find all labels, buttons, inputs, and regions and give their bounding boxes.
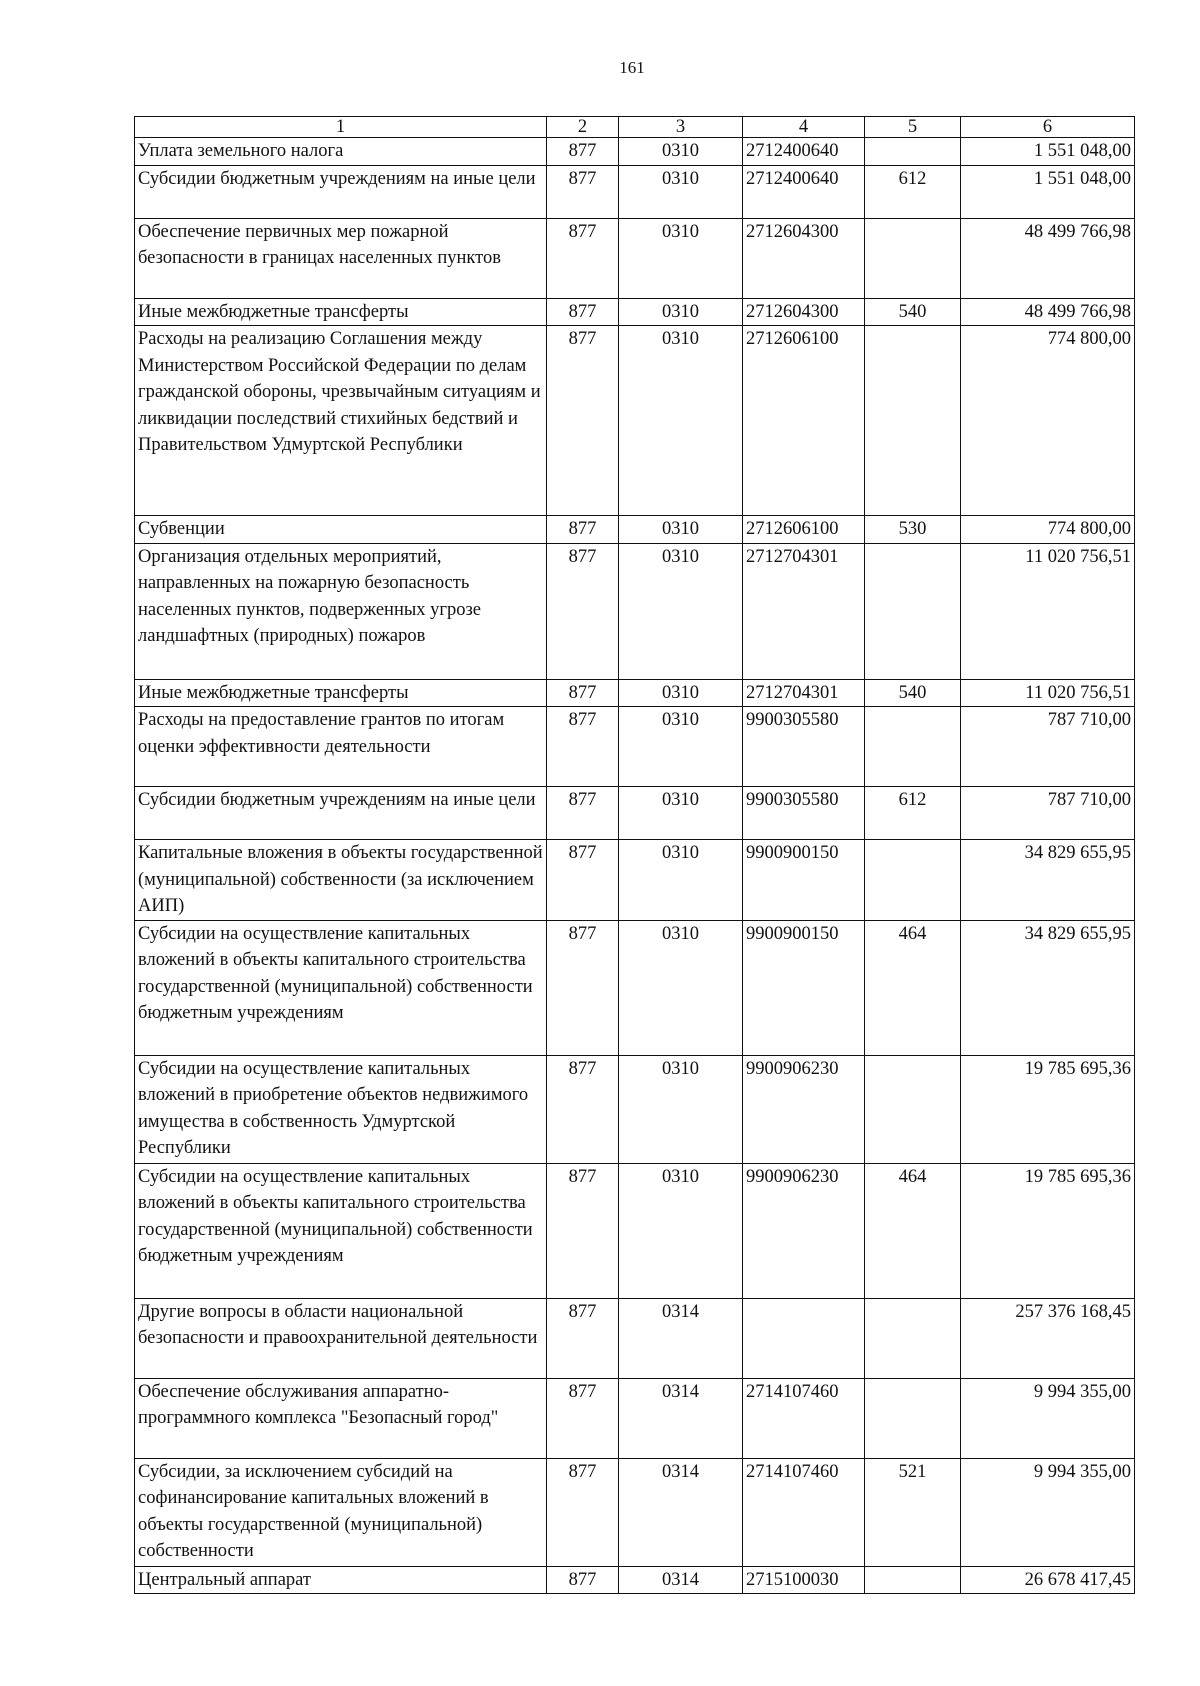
row-section-cell: 0310 — [619, 840, 743, 921]
table-row — [135, 920, 1135, 1055]
row-sum-cell: 9 994 355,00 — [961, 1378, 1135, 1458]
row-type-cell — [865, 1378, 961, 1458]
row-section-cell: 0310 — [619, 326, 743, 516]
table-row — [135, 1566, 1135, 1594]
row-section-cell: 0314 — [619, 1566, 743, 1594]
row-type-cell — [865, 707, 961, 787]
row-section-cell: 0310 — [619, 165, 743, 218]
table-body — [135, 138, 1135, 1594]
row-article-cell: 9900900150 — [743, 920, 865, 1055]
row-ved-cell: 877 — [547, 707, 619, 787]
row-ved-cell: 877 — [547, 516, 619, 544]
row-ved-cell: 877 — [547, 1055, 619, 1163]
row-type-cell: 612 — [865, 165, 961, 218]
row-section-cell: 0310 — [619, 787, 743, 840]
row-sum-cell: 26 678 417,45 — [961, 1566, 1135, 1594]
row-type-cell — [865, 138, 961, 166]
row-type-cell — [865, 840, 961, 921]
row-article-cell: 2712704301 — [743, 679, 865, 707]
row-ved-cell: 877 — [547, 1566, 619, 1594]
page-number: 161 — [619, 58, 645, 77]
row-sum-cell: 774 800,00 — [961, 516, 1135, 544]
row-name-cell: Иные межбюджетные трансферты — [135, 298, 547, 326]
row-name-cell: Иные межбюджетные трансферты — [135, 679, 547, 707]
row-ved-cell: 877 — [547, 218, 619, 298]
row-article-cell: 9900906230 — [743, 1055, 865, 1163]
row-article-cell: 2712400640 — [743, 165, 865, 218]
row-article-cell: 9900305580 — [743, 787, 865, 840]
row-name-cell: Расходы на реализацию Соглашения между Министерством Российской Федерации по делам гражданской обороны, чрезвычайным ситуациям и ликвидации последствий стихийных бедствий и Правительством Удмуртской Республики — [135, 326, 547, 516]
table-row — [135, 138, 1135, 166]
column-header: 5 — [865, 117, 961, 138]
row-type-cell: 464 — [865, 1163, 961, 1298]
table-row — [135, 840, 1135, 921]
table-row — [135, 165, 1135, 218]
row-name-cell: Организация отдельных мероприятий, направленных на пожарную безопасность населенных пунктов, подверженных угрозе ландшафтных (природных) пожаров — [135, 543, 547, 679]
row-type-cell: 540 — [865, 679, 961, 707]
row-section-cell: 0310 — [619, 543, 743, 679]
row-article-cell: 2712604300 — [743, 298, 865, 326]
row-section-cell: 0310 — [619, 679, 743, 707]
row-name-cell: Обеспечение обслуживания аппаратно-программного комплекса "Безопасный город" — [135, 1378, 547, 1458]
row-article-cell: 2712606100 — [743, 326, 865, 516]
row-ved-cell: 877 — [547, 165, 619, 218]
row-ved-cell: 877 — [547, 1163, 619, 1298]
row-article-cell: 2712606100 — [743, 516, 865, 544]
row-sum-cell: 774 800,00 — [961, 326, 1135, 516]
table-row — [135, 707, 1135, 787]
table-row — [135, 326, 1135, 516]
column-header: 3 — [619, 117, 743, 138]
table-row — [135, 1298, 1135, 1378]
row-sum-cell: 11 020 756,51 — [961, 679, 1135, 707]
row-section-cell: 0314 — [619, 1378, 743, 1458]
table-row — [135, 543, 1135, 679]
row-article-cell: 9900900150 — [743, 840, 865, 921]
row-sum-cell: 257 376 168,45 — [961, 1298, 1135, 1378]
row-name-cell: Субсидии на осуществление капитальных вложений в объекты капитального строительства государственной (муниципальной) собственности бюджетным учреждениям — [135, 920, 547, 1055]
row-name-cell: Субвенции — [135, 516, 547, 544]
table-row — [135, 1458, 1135, 1566]
row-article-cell: 9900906230 — [743, 1163, 865, 1298]
column-header: 4 — [743, 117, 865, 138]
row-section-cell: 0310 — [619, 138, 743, 166]
row-type-cell: 530 — [865, 516, 961, 544]
row-ved-cell: 877 — [547, 840, 619, 921]
row-ved-cell: 877 — [547, 298, 619, 326]
row-sum-cell: 34 829 655,95 — [961, 840, 1135, 921]
row-name-cell: Субсидии, за исключением субсидий на софинансирование капитальных вложений в объекты государственной (муниципальной) собственности — [135, 1458, 547, 1566]
header-row — [135, 117, 1135, 138]
row-section-cell: 0310 — [619, 516, 743, 544]
row-ved-cell: 877 — [547, 1458, 619, 1566]
row-article-cell — [743, 1298, 865, 1378]
row-ved-cell: 877 — [547, 679, 619, 707]
table-row — [135, 1055, 1135, 1163]
row-section-cell: 0314 — [619, 1298, 743, 1378]
row-section-cell: 0314 — [619, 1458, 743, 1566]
table-row — [135, 218, 1135, 298]
row-name-cell: Субсидии бюджетным учреждениям на иные цели — [135, 165, 547, 218]
row-name-cell: Уплата земельного налога — [135, 138, 547, 166]
row-name-cell: Субсидии на осуществление капитальных вложений в приобретение объектов недвижимого имущества в собственность Удмуртской Республики — [135, 1055, 547, 1163]
row-type-cell — [865, 1055, 961, 1163]
row-article-cell: 2712604300 — [743, 218, 865, 298]
row-sum-cell: 1 551 048,00 — [961, 138, 1135, 166]
table-header — [135, 117, 1135, 138]
row-article-cell: 9900305580 — [743, 707, 865, 787]
row-name-cell: Субсидии на осуществление капитальных вложений в объекты капитального строительства государственной (муниципальной) собственности бюджетным учреждениям — [135, 1163, 547, 1298]
row-sum-cell: 48 499 766,98 — [961, 218, 1135, 298]
row-article-cell: 2712704301 — [743, 543, 865, 679]
row-sum-cell: 787 710,00 — [961, 787, 1135, 840]
row-type-cell: 612 — [865, 787, 961, 840]
row-article-cell: 2712400640 — [743, 138, 865, 166]
row-type-cell — [865, 543, 961, 679]
row-type-cell: 521 — [865, 1458, 961, 1566]
row-sum-cell: 11 020 756,51 — [961, 543, 1135, 679]
column-header: 2 — [547, 117, 619, 138]
row-type-cell: 464 — [865, 920, 961, 1055]
row-type-cell — [865, 326, 961, 516]
row-section-cell: 0310 — [619, 1055, 743, 1163]
table-row — [135, 298, 1135, 326]
row-section-cell: 0310 — [619, 707, 743, 787]
row-section-cell: 0310 — [619, 920, 743, 1055]
row-ved-cell: 877 — [547, 326, 619, 516]
row-ved-cell: 877 — [547, 920, 619, 1055]
row-ved-cell: 877 — [547, 787, 619, 840]
column-header: 6 — [961, 117, 1135, 138]
table-row — [135, 787, 1135, 840]
table-row — [135, 1163, 1135, 1298]
row-article-cell: 2714107460 — [743, 1378, 865, 1458]
row-ved-cell: 877 — [547, 138, 619, 166]
row-type-cell: 540 — [865, 298, 961, 326]
row-name-cell: Другие вопросы в области национальной безопасности и правоохранительной деятельности — [135, 1298, 547, 1378]
row-name-cell: Обеспечение первичных мер пожарной безопасности в границах населенных пунктов — [135, 218, 547, 298]
budget-table — [134, 116, 1135, 1594]
row-sum-cell: 787 710,00 — [961, 707, 1135, 787]
row-sum-cell: 1 551 048,00 — [961, 165, 1135, 218]
row-type-cell — [865, 1298, 961, 1378]
row-name-cell: Расходы на предоставление грантов по итогам оценки эффективности деятельности — [135, 707, 547, 787]
table-row — [135, 1378, 1135, 1458]
row-article-cell: 2714107460 — [743, 1458, 865, 1566]
row-sum-cell: 19 785 695,36 — [961, 1055, 1135, 1163]
row-sum-cell: 19 785 695,36 — [961, 1163, 1135, 1298]
table-row — [135, 679, 1135, 707]
row-section-cell: 0310 — [619, 298, 743, 326]
row-name-cell: Капитальные вложения в объекты государственной (муниципальной) собственности (за исключением АИП) — [135, 840, 547, 921]
row-sum-cell: 9 994 355,00 — [961, 1458, 1135, 1566]
row-sum-cell: 34 829 655,95 — [961, 920, 1135, 1055]
row-ved-cell: 877 — [547, 1298, 619, 1378]
table-row — [135, 516, 1135, 544]
row-section-cell: 0310 — [619, 218, 743, 298]
row-ved-cell: 877 — [547, 543, 619, 679]
column-header: 1 — [135, 117, 547, 138]
row-ved-cell: 877 — [547, 1378, 619, 1458]
row-article-cell: 2715100030 — [743, 1566, 865, 1594]
row-type-cell — [865, 218, 961, 298]
row-type-cell — [865, 1566, 961, 1594]
row-sum-cell: 48 499 766,98 — [961, 298, 1135, 326]
row-name-cell: Субсидии бюджетным учреждениям на иные цели — [135, 787, 547, 840]
row-section-cell: 0310 — [619, 1163, 743, 1298]
row-name-cell: Центральный аппарат — [135, 1566, 547, 1594]
